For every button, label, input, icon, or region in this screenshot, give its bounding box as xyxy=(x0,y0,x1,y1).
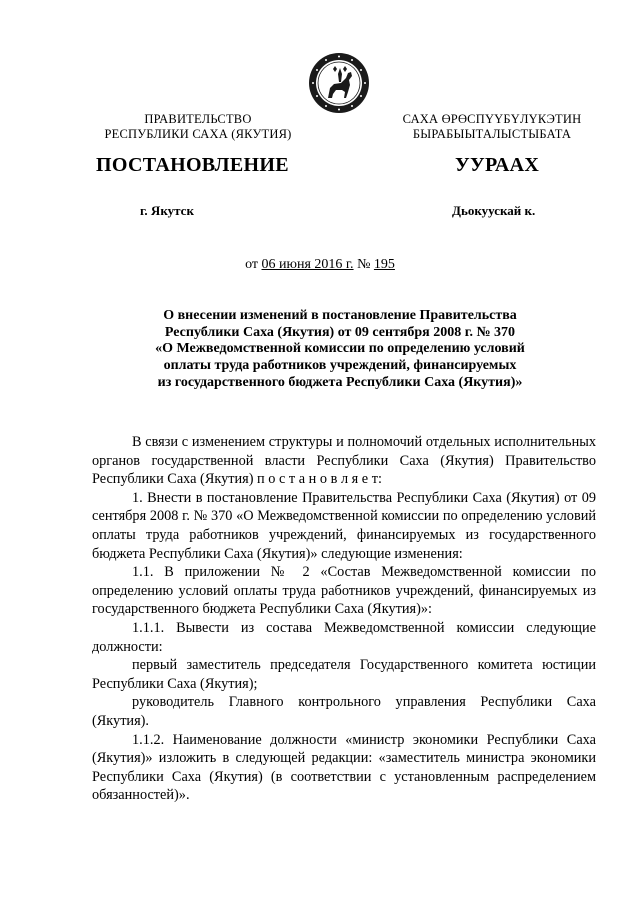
paragraph-item-1-1-1: 1.1.1. Вывести из состава Межведомственной комиссии следующие должности: xyxy=(92,619,596,655)
paragraph-item-1-1-2: 1.1.2. Наименование должности «министр экономики Республики Саха (Якутия)» изложить в следующей редакции: «заместитель министра экономики Республики Саха (Якутия) (в соответствии с установленным распределением обязанностей)». xyxy=(92,731,596,804)
org-name-line: РЕСПУБЛИКИ САХА (ЯКУТИЯ) xyxy=(104,127,292,141)
paragraph-item-1-1: 1.1. В приложении № 2 «Состав Межведомственной комиссии по определению условий оплаты труда работников учреждений, финансируемых из государственного бюджета Республики Саха (Якутия)»: xyxy=(92,564,596,618)
number-sign: № xyxy=(353,257,374,272)
document-number: 195 xyxy=(373,257,395,272)
org-name-yakut xyxy=(392,112,592,142)
title-line: Республики Саха (Якутия) от 09 сентября 2008 г. № 370 xyxy=(164,324,516,340)
city-russian: г. Якутск xyxy=(140,203,194,218)
org-name-line: ПРАВИТЕЛЬСТВО xyxy=(144,112,252,126)
document-title xyxy=(90,308,590,392)
org-name-russian xyxy=(98,112,298,142)
paragraph-position-1: первый заместитель председателя Государственного комитета юстиции Республики Саха (Якутия); xyxy=(92,657,596,692)
doc-type-russian: ПОСТАНОВЛЕНИЕ xyxy=(96,154,289,176)
title-line: из государственного бюджета Республики Саха (Якутия)» xyxy=(157,374,523,390)
title-line: О внесении изменений в постановление Правительства xyxy=(163,308,517,323)
date-prefix: от xyxy=(245,257,262,272)
city-yakut: Дьокуускай к. xyxy=(452,203,536,218)
doc-type-yakut: УУРААХ xyxy=(455,154,540,176)
org-name-line: САХА ӨРӨСПҮҮБҮЛҮКЭТИН xyxy=(402,112,582,126)
paragraph-position-2: руководитель Главного контрольного управления Республики Саха (Якутия). xyxy=(92,694,596,729)
title-line: оплаты труда работников учреждений, финансируемых xyxy=(163,358,517,374)
date-number-line xyxy=(0,257,640,273)
paragraph-preamble: В связи с изменением структуры и полномочий отдельных исполнительных органов государственной власти Республики Саха (Якутия) Правительство Республики Саха (Якутия) п о с т а н о в л я е т: xyxy=(92,434,596,488)
coat-of-arms-icon xyxy=(308,52,370,114)
org-name-line: БЫРАБЫЫТАЛЫСТЫБАТА xyxy=(412,127,572,141)
title-line: «О Межведомственной комиссии по определению условий xyxy=(155,341,525,357)
paragraph-item-1: 1. Внести в постановление Правительства Республики Саха (Якутия) от 09 сентября 2008 г. № 370 «О Межведомственной комиссии по определению условий оплаты труда работников учреждений, финансируемых из государственного бюджета Республики Саха (Якутия)» следующие изменения: xyxy=(92,489,596,562)
document-body xyxy=(92,433,596,805)
document-date: 06 июня 2016 г. xyxy=(261,257,354,272)
